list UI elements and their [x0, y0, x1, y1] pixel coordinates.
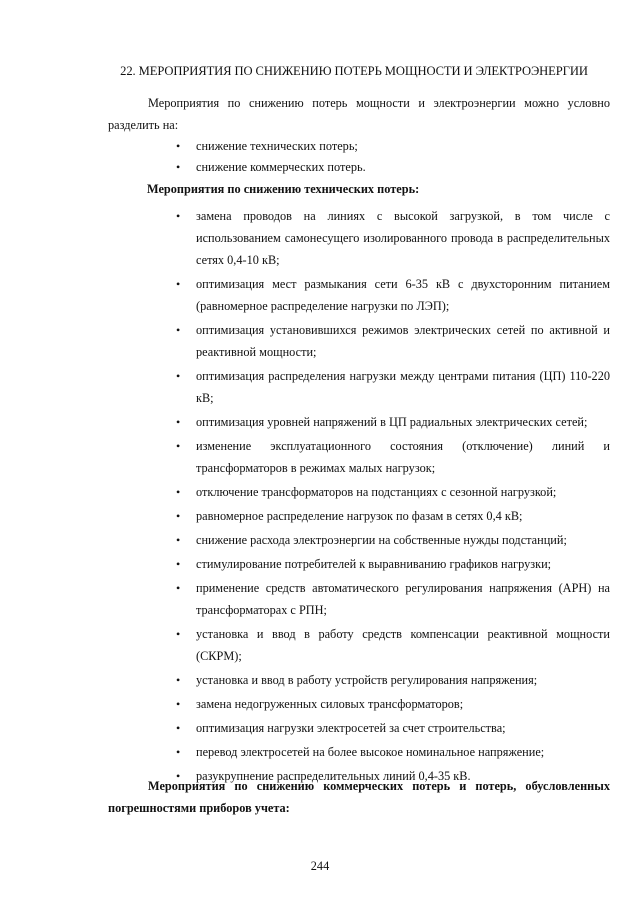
bullet-icon: • [176, 209, 181, 223]
bullet-icon: • [176, 485, 181, 499]
bullet-icon: • [176, 415, 181, 429]
bullet-icon: • [176, 439, 181, 453]
list-item: • оптимизация распределения нагрузки между центрами питания (ЦП) 110-220 кВ; [174, 365, 610, 409]
list-item: • стимулирование потребителей к выравниванию графиков нагрузки; [174, 553, 610, 575]
list-item: • перевод электросетей на более высокое номинальное напряжение; [174, 741, 610, 763]
intro-list [174, 136, 610, 178]
bullet-icon: • [176, 581, 181, 595]
list-item: • снижение коммерческих потерь. [174, 157, 610, 178]
commercial-losses-heading: Мероприятия по снижению коммерческих потерь и потерь, обусловленных погрешностями приборов учета: [108, 779, 610, 815]
list-item: • снижение расхода электроэнергии на собственные нужды подстанций; [174, 529, 610, 551]
bullet-icon: • [176, 509, 181, 523]
list-item: • оптимизация установившихся режимов электрических сетей по активной и реактивной мощности; [174, 319, 610, 363]
list-item: • установка и ввод в работу средств компенсации реактивной мощности (СКРМ); [174, 623, 610, 667]
bullet-icon: • [176, 557, 181, 571]
bullet-icon: • [176, 673, 181, 687]
list-item: • изменение эксплуатационного состояния (отключение) линий и трансформаторов в режимах малых нагрузок; [174, 435, 610, 479]
list-item: • установка и ввод в работу устройств регулирования напряжения; [174, 669, 610, 691]
list-item: • замена недогруженных силовых трансформаторов; [174, 693, 610, 715]
technical-losses-heading: Мероприятия по снижению технических потерь: [147, 182, 420, 196]
page-number: 244 [310, 859, 330, 873]
list-item: • равномерное распределение нагрузок по фазам в сетях 0,4 кВ; [174, 505, 610, 527]
bullet-icon: • [176, 277, 181, 291]
bullet-icon: • [176, 745, 181, 759]
list-item: • отключение трансформаторов на подстанциях с сезонной нагрузкой; [174, 481, 610, 503]
list-item: • оптимизация мест размыкания сети 6-35 кВ с двухсторонним питанием (равномерное распределение нагрузки по ЛЭП); [174, 273, 610, 317]
bullet-icon: • [176, 139, 181, 153]
bullet-icon: • [176, 697, 181, 711]
bullet-icon: • [176, 721, 181, 735]
list-item: • оптимизация уровней напряжений в ЦП радиальных электрических сетей; [174, 411, 610, 433]
list-item: • снижение технических потерь; [174, 136, 610, 157]
intro-paragraph [108, 92, 610, 136]
list-item: • замена проводов на линиях с высокой загрузкой, в том числе с использованием самонесущего изолированного провода в распределительных сетях 0,4-10 кВ; [174, 205, 610, 271]
bullet-icon: • [176, 323, 181, 337]
list-item: • применение средств автоматического регулирования напряжения (АРН) на трансформаторах с РПН; [174, 577, 610, 621]
intro-text: Мероприятия по снижению потерь мощности и электроэнергии можно условно разделить на: [108, 96, 610, 132]
technical-measures-list [174, 205, 610, 789]
bullet-icon: • [176, 533, 181, 547]
list-item: • оптимизация нагрузки электросетей за счет строительства; [174, 717, 610, 739]
bullet-icon: • [176, 627, 181, 641]
bullet-icon: • [176, 369, 181, 383]
bullet-icon: • [176, 769, 181, 783]
page-title: 22. МЕРОПРИЯТИЯ ПО СНИЖЕНИЮ ПОТЕРЬ МОЩНОСТИ И ЭЛЕКТРОЭНЕРГИИ [120, 64, 588, 78]
bullet-icon: • [176, 160, 181, 174]
list-item: • разукрупнение распределительных линий 0,4-35 кВ. [174, 765, 610, 787]
